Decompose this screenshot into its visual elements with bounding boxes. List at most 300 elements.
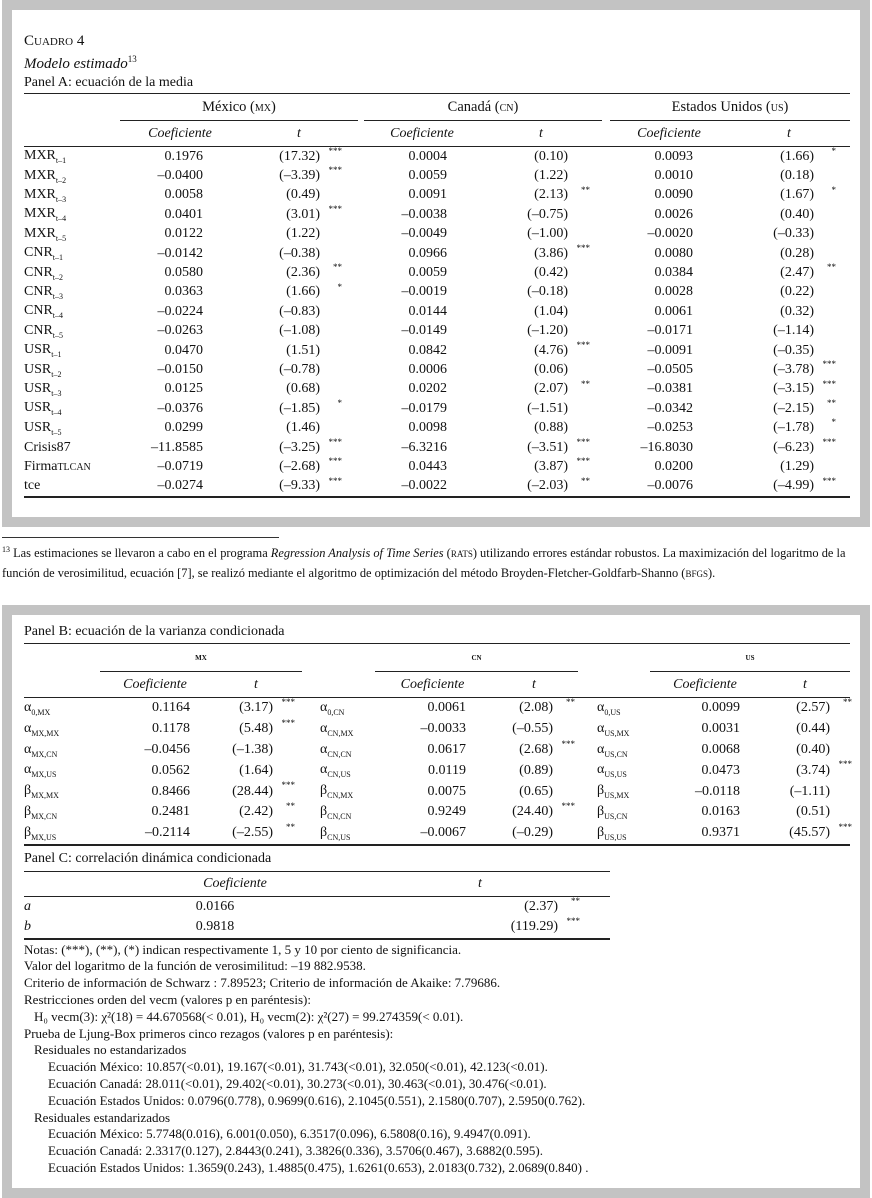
t-value: (3.01) bbox=[286, 206, 320, 222]
coef-value: 0.0966 bbox=[408, 245, 447, 261]
significance-stars: ** bbox=[566, 697, 575, 707]
coef-value: –0.0456 bbox=[144, 741, 190, 757]
coef-value: 0.0075 bbox=[427, 783, 466, 799]
t-value: (1.46) bbox=[286, 420, 320, 436]
row-label bbox=[24, 147, 120, 167]
coef-value: 0.0384 bbox=[654, 265, 693, 281]
panel-b-title: Panel B: ecuación de la varianza condicionada bbox=[24, 624, 285, 639]
spacer bbox=[602, 225, 610, 244]
coef-value: –11.8585 bbox=[151, 439, 203, 455]
significance-stars: *** bbox=[576, 456, 590, 467]
coef-value: –0.0505 bbox=[647, 361, 693, 377]
table-panel-bc-box bbox=[2, 605, 870, 1198]
t-value-cell bbox=[490, 760, 578, 781]
t-value-cell bbox=[728, 399, 850, 418]
significance-stars: ** bbox=[581, 378, 590, 389]
coef-value: –0.0022 bbox=[401, 478, 447, 494]
t-value: (3.86) bbox=[534, 245, 568, 261]
t-value-cell bbox=[210, 698, 302, 719]
spacer bbox=[602, 283, 610, 302]
table-row bbox=[24, 399, 850, 418]
t-value-cell bbox=[240, 341, 358, 360]
coef-value: 0.0842 bbox=[408, 342, 447, 358]
notes bbox=[24, 942, 850, 1177]
t-value-cell bbox=[728, 205, 850, 224]
t-value: (–1.14) bbox=[773, 323, 814, 339]
t-value: (24.40) bbox=[512, 804, 553, 820]
table-row bbox=[24, 760, 850, 781]
coef-value: 0.0163 bbox=[701, 804, 740, 820]
t-value-cell bbox=[480, 147, 602, 167]
t-value: (–0.38) bbox=[279, 245, 320, 261]
t-value-cell bbox=[760, 781, 850, 802]
parameter-symbol: β bbox=[24, 803, 32, 819]
coef-value: 0.0202 bbox=[408, 381, 447, 397]
significance-stars: *** bbox=[561, 738, 575, 749]
t-value: (2.42) bbox=[239, 804, 273, 820]
t-value: (–3.25) bbox=[279, 439, 320, 455]
significance-stars: ** bbox=[827, 398, 836, 409]
coef-value: –0.0171 bbox=[647, 323, 693, 339]
t-value: (–9.33) bbox=[279, 478, 320, 494]
coef-value: –0.0224 bbox=[157, 303, 203, 319]
t-value-cell bbox=[728, 438, 850, 457]
t-value: (0.18) bbox=[780, 168, 814, 184]
t-value-cell bbox=[350, 896, 610, 917]
variable-lag: t–1 bbox=[51, 350, 62, 359]
t-value-cell bbox=[480, 205, 602, 224]
table-row bbox=[24, 438, 850, 457]
col-coef: Coeficiente bbox=[120, 121, 240, 147]
parameter-symbol: α bbox=[597, 741, 605, 757]
parameter-label bbox=[24, 760, 100, 781]
t-value: (0.49) bbox=[286, 187, 320, 203]
t-value: (2.13) bbox=[534, 187, 568, 203]
variable-lag: t–5 bbox=[52, 330, 64, 340]
t-value: (0.28) bbox=[780, 245, 814, 261]
t-value-cell bbox=[480, 341, 602, 360]
coef-value: 0.8466 bbox=[151, 783, 190, 799]
t-value: (0.40) bbox=[780, 206, 814, 222]
coef-value: –0.0149 bbox=[401, 323, 447, 339]
footnote-ref: 13 bbox=[127, 54, 137, 64]
t-value-cell bbox=[240, 147, 358, 167]
significance-stars: *** bbox=[576, 242, 590, 253]
table-row bbox=[24, 740, 850, 761]
variable-suffix: tlcan bbox=[57, 458, 91, 474]
footnote-text: bfgs bbox=[685, 566, 708, 581]
spacer bbox=[602, 457, 610, 476]
t-value-cell bbox=[728, 322, 850, 341]
coef-value: –0.0049 bbox=[401, 226, 447, 242]
parameter-index: 0,US bbox=[604, 707, 621, 717]
parameter-label bbox=[302, 781, 375, 802]
variable-lag: t–3 bbox=[52, 291, 64, 301]
t-value-cell bbox=[728, 418, 850, 437]
t-value-cell bbox=[490, 740, 578, 761]
table-row bbox=[24, 802, 850, 823]
t-value: (2.47) bbox=[780, 265, 814, 281]
t-value-cell bbox=[480, 186, 602, 205]
variable-lag: t–4 bbox=[55, 214, 67, 224]
coef-value: 0.0061 bbox=[427, 700, 466, 716]
footnote-text: ). bbox=[707, 566, 716, 581]
significance-stars: *** bbox=[328, 475, 342, 486]
coef-value: 0.0125 bbox=[164, 381, 203, 397]
coef-value: 0.0166 bbox=[195, 898, 235, 914]
footnote-text: Las estimaciones se llevaron a cabo en el programa bbox=[13, 546, 271, 561]
t-value-cell bbox=[480, 438, 602, 457]
t-value-cell bbox=[728, 283, 850, 302]
variable-lag: t–5 bbox=[51, 427, 62, 437]
coef-value: –0.0179 bbox=[401, 400, 447, 416]
t-value: (–1.11) bbox=[789, 783, 830, 799]
t-value-cell bbox=[210, 760, 302, 781]
parameter-symbol: β bbox=[24, 824, 32, 840]
coef-value: 0.0099 bbox=[701, 700, 740, 716]
parameter-label bbox=[578, 698, 650, 719]
t-value-cell bbox=[480, 322, 602, 341]
parameter-label bbox=[24, 698, 100, 719]
variable-lag: t–2 bbox=[55, 175, 67, 185]
footnote bbox=[2, 540, 868, 583]
table-row bbox=[24, 457, 850, 476]
t-value: (1.64) bbox=[239, 762, 273, 778]
parameter-label bbox=[578, 802, 650, 823]
significance-stars: *** bbox=[561, 800, 575, 811]
parameter-label bbox=[578, 781, 650, 802]
coef-value: 0.0119 bbox=[428, 762, 466, 778]
spacer bbox=[602, 438, 610, 457]
col-t: t bbox=[480, 121, 602, 147]
t-value: (–0.78) bbox=[279, 361, 320, 377]
note-line: Prueba de Ljung-Box primeros cinco rezagos (valores p en paréntesis): bbox=[24, 1025, 394, 1041]
note-line: Ecuación Estados Unidos: 0.0796(0.778), 0.9699(0.616), 2.1045(0.551), 2.1580(0.707), 2.5950(0.762). bbox=[48, 1092, 586, 1108]
row-label bbox=[24, 283, 120, 302]
parameter-symbol: α bbox=[24, 741, 32, 757]
spacer bbox=[602, 166, 610, 185]
note-line: Criterio de información de Schwarz : 7.89523; Criterio de información de Akaike: 7.79686. bbox=[24, 975, 501, 991]
coef-value: 0.0122 bbox=[164, 226, 203, 242]
t-value-cell bbox=[210, 740, 302, 761]
coef-value: –0.0376 bbox=[157, 400, 203, 416]
variable-name: MXR bbox=[24, 206, 56, 222]
footnote-text: ( bbox=[443, 546, 451, 561]
significance-stars: *** bbox=[281, 697, 295, 707]
parameter-label bbox=[302, 760, 375, 781]
group-header-mexico: México (mx) bbox=[120, 94, 358, 121]
parameter-label bbox=[302, 698, 375, 719]
coef-value: 0.0470 bbox=[164, 342, 203, 358]
parameter-index: US,MX bbox=[604, 790, 630, 800]
t-value: (1.51) bbox=[286, 342, 320, 358]
parameter-label bbox=[302, 719, 375, 740]
table-row bbox=[24, 341, 850, 360]
t-value: (–3.51) bbox=[527, 439, 568, 455]
row-label bbox=[24, 244, 120, 263]
parameter-symbol: β bbox=[597, 803, 605, 819]
row-label bbox=[24, 302, 120, 321]
spacer bbox=[602, 147, 610, 167]
spacer bbox=[602, 418, 610, 437]
parameter-symbol: β bbox=[24, 783, 32, 799]
coef-value: 0.0090 bbox=[654, 187, 693, 203]
significance-stars: *** bbox=[822, 436, 836, 447]
coef-value: 0.0091 bbox=[408, 187, 447, 203]
table-row bbox=[24, 418, 850, 437]
significance-stars: *** bbox=[328, 456, 342, 467]
significance-stars: *** bbox=[281, 780, 295, 791]
coef-value: –0.0150 bbox=[157, 361, 203, 377]
parameter-index: MX,MX bbox=[31, 728, 60, 738]
parameter-index: CN,MX bbox=[327, 728, 354, 738]
coef-value: –6.3216 bbox=[401, 439, 447, 455]
parameter-symbol: α bbox=[597, 762, 605, 778]
coef-value: 0.0080 bbox=[654, 245, 693, 261]
footnote-number: 13 bbox=[2, 545, 10, 554]
note-line: Residuales no estandarizados bbox=[34, 1042, 187, 1058]
variable-name: CNR bbox=[24, 303, 53, 319]
parameter-index: CN,MX bbox=[327, 790, 354, 800]
panel-b-table bbox=[24, 643, 850, 846]
group-header-cn: cn bbox=[375, 644, 578, 672]
note-line: Ecuación Canadá: 28.011(<0.01), 29.402(<0.01), 30.273(<0.01), 30.463(<0.01), 30.476(<0.01). bbox=[48, 1075, 547, 1091]
coef-value: –0.0067 bbox=[420, 825, 466, 841]
t-value-cell bbox=[240, 399, 358, 418]
row-label bbox=[24, 418, 120, 437]
variable-name: CNR bbox=[24, 284, 53, 300]
table-row bbox=[24, 166, 850, 185]
t-value-cell bbox=[480, 399, 602, 418]
t-value-cell bbox=[240, 360, 358, 379]
t-value-cell bbox=[210, 719, 302, 740]
variable-lag: t–5 bbox=[55, 233, 67, 243]
parameter-index: 0,MX bbox=[31, 707, 51, 717]
significance-stars: *** bbox=[328, 204, 342, 215]
t-value-cell bbox=[210, 823, 302, 845]
significance-stars: *** bbox=[822, 359, 836, 370]
variable-lag: t–4 bbox=[52, 311, 64, 321]
parameter-label bbox=[578, 740, 650, 761]
parameter-index: 0,CN bbox=[327, 707, 345, 717]
spacer bbox=[602, 360, 610, 379]
variable-lag: t–2 bbox=[52, 272, 64, 282]
significance-stars: *** bbox=[838, 759, 852, 770]
significance-stars: *** bbox=[822, 378, 836, 389]
parameter-label bbox=[302, 740, 375, 761]
panel-c-table bbox=[24, 871, 610, 940]
t-value-cell bbox=[240, 322, 358, 341]
parameter-index: MX,MX bbox=[31, 790, 59, 800]
coef-value: 0.0580 bbox=[164, 265, 203, 281]
t-value: (–2.68) bbox=[279, 458, 320, 474]
t-value: (1.22) bbox=[286, 226, 320, 242]
t-value: (0.44) bbox=[796, 721, 830, 737]
table-row bbox=[24, 477, 850, 497]
coef-value: 0.0200 bbox=[654, 458, 693, 474]
coef-value: –0.0038 bbox=[401, 206, 447, 222]
significance-stars: *** bbox=[576, 339, 590, 350]
t-value-cell bbox=[240, 302, 358, 321]
parameter-symbol: α bbox=[24, 700, 32, 715]
significance-stars: * bbox=[831, 146, 836, 156]
significance-stars: *** bbox=[328, 146, 342, 156]
group-header-mx: mx bbox=[100, 644, 302, 672]
spacer bbox=[602, 399, 610, 418]
coef-value: 0.1164 bbox=[152, 700, 190, 716]
significance-stars: * bbox=[337, 281, 342, 292]
parameter-index: US,US bbox=[604, 770, 627, 780]
t-value-cell bbox=[350, 917, 610, 939]
row-label bbox=[24, 399, 120, 418]
t-value-cell bbox=[240, 263, 358, 282]
coef-value: 0.0617 bbox=[427, 741, 466, 757]
t-value-cell bbox=[728, 341, 850, 360]
t-value: (2.36) bbox=[286, 265, 320, 281]
table-row bbox=[24, 896, 610, 917]
t-value: (0.88) bbox=[534, 420, 568, 436]
coef-value: 0.0006 bbox=[408, 361, 447, 377]
parameter-label bbox=[24, 802, 100, 823]
col-coef: Coeficiente bbox=[375, 672, 490, 698]
spacer bbox=[602, 477, 610, 497]
t-value: (0.89) bbox=[519, 762, 553, 778]
t-value: (–1.51) bbox=[527, 400, 568, 416]
t-value-cell bbox=[728, 457, 850, 476]
t-value: (–2.15) bbox=[773, 400, 814, 416]
significance-stars: *** bbox=[328, 165, 342, 176]
parameter-index: US,US bbox=[604, 832, 627, 842]
coef-value: 0.0010 bbox=[654, 168, 693, 184]
t-value-cell bbox=[728, 225, 850, 244]
t-value: (0.10) bbox=[534, 148, 568, 164]
significance-stars: *** bbox=[576, 436, 590, 447]
t-value: (–0.18) bbox=[527, 284, 568, 300]
coef-value: 0.0026 bbox=[654, 206, 693, 222]
parameter-symbol: α bbox=[320, 741, 328, 757]
table-row bbox=[24, 225, 850, 244]
parameter-symbol: α bbox=[320, 700, 328, 715]
significance-stars: * bbox=[337, 398, 342, 409]
t-value: (–4.99) bbox=[773, 478, 814, 494]
t-value-cell bbox=[240, 418, 358, 437]
variable-lag: t–2 bbox=[51, 369, 62, 379]
t-value-cell bbox=[480, 360, 602, 379]
t-value-cell bbox=[728, 302, 850, 321]
significance-stars: *** bbox=[822, 475, 836, 486]
parameter-label bbox=[24, 740, 100, 761]
table-row bbox=[24, 186, 850, 205]
parameter-index: MX,CN bbox=[31, 749, 58, 759]
parameter-symbol: β bbox=[320, 783, 328, 799]
table-title-text: Modelo estimado bbox=[24, 56, 128, 72]
t-value: (–0.35) bbox=[773, 342, 814, 358]
t-value-cell bbox=[728, 186, 850, 205]
coef-value: –0.0719 bbox=[157, 458, 203, 474]
t-value-cell bbox=[240, 457, 358, 476]
t-value: (0.65) bbox=[519, 783, 553, 799]
coef-value: 0.0562 bbox=[151, 762, 190, 778]
variable-name: CNR bbox=[24, 245, 53, 261]
parameter-index: CN,CN bbox=[327, 749, 352, 759]
parameter-symbol: α bbox=[597, 720, 605, 736]
t-value: (–1.08) bbox=[279, 323, 320, 339]
t-value-cell bbox=[240, 477, 358, 497]
t-value: (2.07) bbox=[534, 381, 568, 397]
parameter-index: MX,US bbox=[31, 770, 57, 780]
t-value-cell bbox=[760, 740, 850, 761]
significance-stars: ** bbox=[827, 262, 836, 273]
spacer bbox=[602, 244, 610, 263]
t-value-cell bbox=[240, 438, 358, 457]
col-t: t bbox=[760, 672, 850, 698]
variable-name: tce bbox=[24, 478, 41, 494]
t-value-cell bbox=[728, 477, 850, 497]
row-label bbox=[24, 360, 120, 379]
t-value: (0.40) bbox=[796, 741, 830, 757]
significance-stars: ** bbox=[843, 697, 852, 707]
coef-value: –0.0142 bbox=[157, 245, 203, 261]
note-line: Notas: (***), (**), (*) indican respectivamente 1, 5 y 10 por ciento de significancia. bbox=[24, 941, 462, 957]
t-value: (3.17) bbox=[239, 700, 273, 716]
t-value-cell bbox=[480, 418, 602, 437]
coef-value: 0.1178 bbox=[152, 721, 190, 737]
t-value: (45.57) bbox=[789, 825, 830, 841]
coef-value: –0.0091 bbox=[647, 342, 693, 358]
col-t: t bbox=[350, 871, 610, 896]
table-row bbox=[24, 283, 850, 302]
parameter-index: CN,CN bbox=[327, 811, 352, 821]
t-value: (17.32) bbox=[279, 148, 320, 164]
t-value-cell bbox=[490, 781, 578, 802]
significance-stars: ** bbox=[581, 475, 590, 486]
table-row bbox=[24, 380, 850, 399]
row-label bbox=[24, 477, 120, 497]
t-value: (119.29) bbox=[510, 919, 558, 935]
variable-name: Crisis87 bbox=[24, 439, 71, 455]
coef-value: –0.0274 bbox=[157, 478, 203, 494]
coef-value: 0.0443 bbox=[408, 458, 447, 474]
significance-stars: *** bbox=[328, 436, 342, 447]
panel-a-title: Panel A: ecuación de la media bbox=[24, 75, 194, 90]
coef-value: 0.0401 bbox=[164, 206, 203, 222]
col-coef: Coeficiente bbox=[100, 672, 210, 698]
t-value: (3.74) bbox=[796, 762, 830, 778]
note-line: Ecuación México: 5.7748(0.016), 6.001(0.050), 6.3517(0.096), 6.5808(0.16), 9.4947(0.091). bbox=[48, 1126, 531, 1142]
variable-lag: t–3 bbox=[51, 388, 62, 398]
t-value: (–2.03) bbox=[527, 478, 568, 494]
t-value: (3.87) bbox=[534, 458, 568, 474]
panel-c-title: Panel C: correlación dinámica condicionada bbox=[24, 850, 272, 866]
variable-name: USR bbox=[24, 380, 52, 396]
parameter-symbol: α bbox=[320, 720, 328, 736]
t-value-cell bbox=[760, 698, 850, 719]
t-value-cell bbox=[760, 823, 850, 845]
t-value: (0.42) bbox=[534, 265, 568, 281]
row-label bbox=[24, 225, 120, 244]
coef-value: 0.0031 bbox=[701, 721, 740, 737]
coef-value: 0.9371 bbox=[701, 825, 740, 841]
t-value: (–3.78) bbox=[773, 361, 814, 377]
col-coef: Coeficiente bbox=[364, 121, 480, 147]
parameter-symbol: β bbox=[320, 824, 328, 840]
variable-lag: t–1 bbox=[52, 253, 64, 263]
t-value: (0.68) bbox=[286, 381, 320, 397]
coef-value: –0.0020 bbox=[647, 226, 693, 242]
t-value-cell bbox=[490, 823, 578, 845]
t-value: (–6.23) bbox=[773, 439, 814, 455]
significance-stars: ** bbox=[581, 184, 590, 195]
